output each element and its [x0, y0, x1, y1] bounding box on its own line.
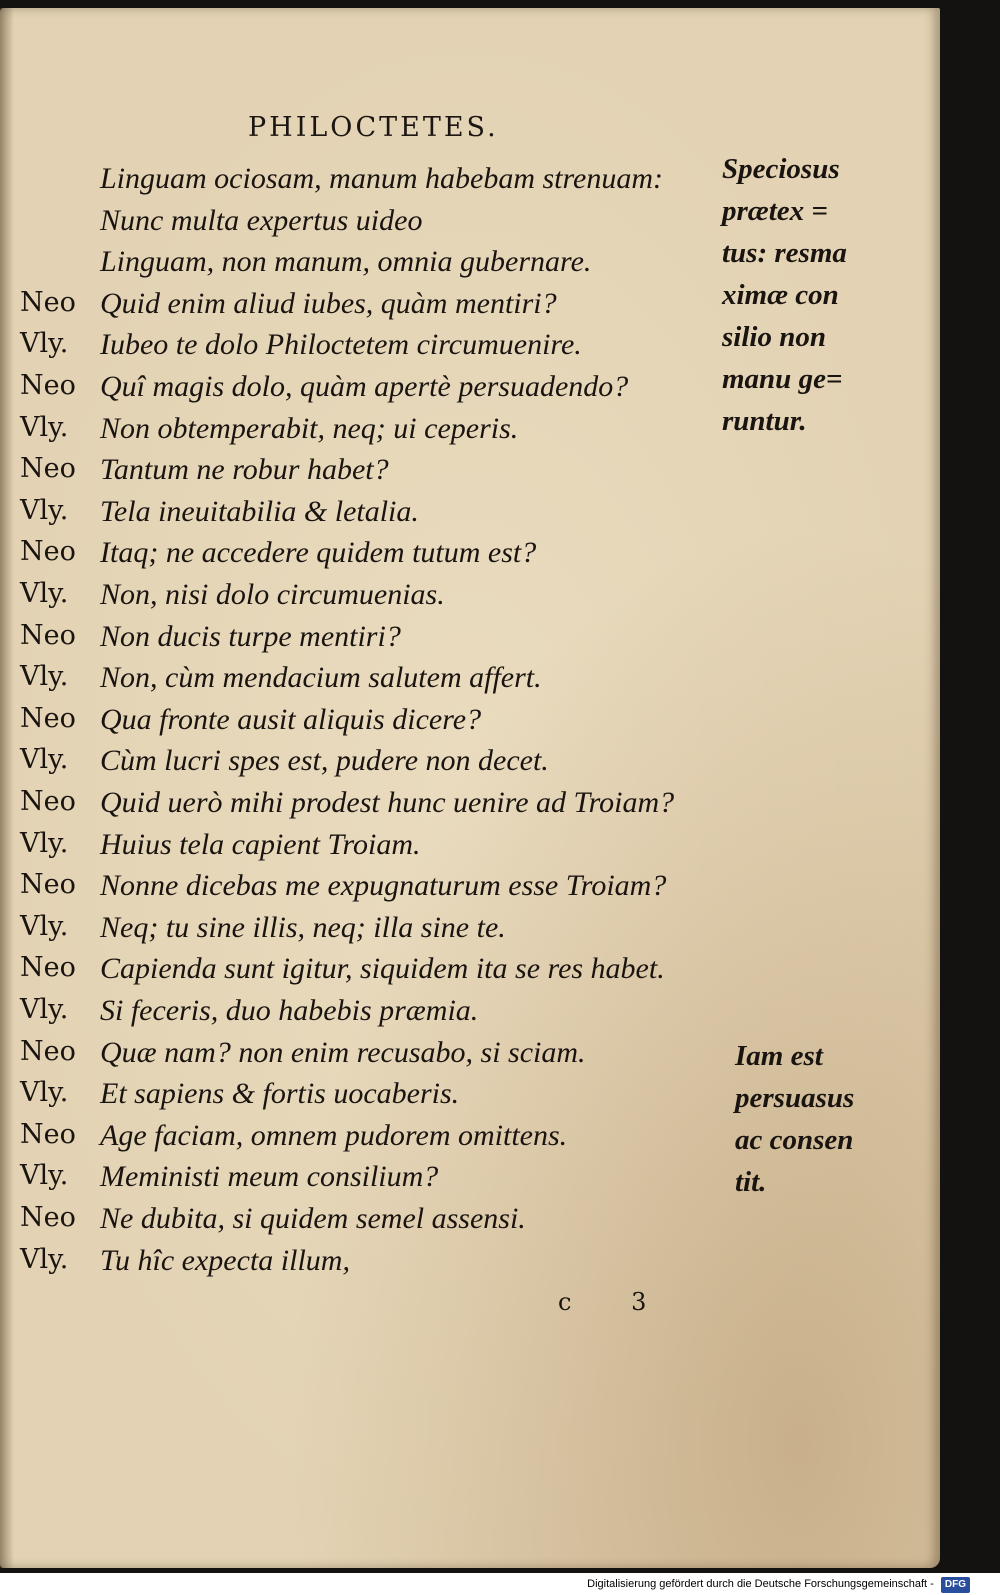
verse-text: Nunc multa expertus uideo: [100, 203, 423, 237]
speaker-label: Vly.: [20, 1077, 69, 1109]
signature-mark: c 3: [558, 1288, 673, 1316]
margin-note-line: manu ge=: [722, 363, 843, 395]
speaker-label: Neo: [20, 370, 76, 401]
footer-text: Digitalisierung gefördert durch die Deutsche Forschungsgemeinschaft -: [587, 1578, 934, 1590]
verse-text: Non, nisi dolo circumuenias.: [100, 578, 445, 611]
speaker-label: Neo: [20, 869, 76, 901]
margin-note-lower: [735, 1035, 854, 1203]
verse-text: Linguam, non manum, omnia gubernare.: [100, 245, 592, 279]
margin-note-line: Speciosus: [722, 153, 840, 185]
dialogue-line: [0, 994, 720, 1034]
dialogue-line: [0, 287, 720, 327]
verse-text: Quid uerò mihi prodest hunc uenire ad Troiam?: [100, 786, 675, 819]
speaker-label: Neo: [20, 1035, 76, 1067]
dialogue-line: [0, 620, 720, 660]
dialogue-line: [0, 578, 720, 618]
dialogue-line: [0, 412, 720, 452]
dialogue-line: [0, 1119, 720, 1159]
speaker-label: Neo: [20, 286, 76, 318]
margin-note-line: silio non: [722, 321, 826, 353]
dialogue-line: [0, 1077, 720, 1117]
speaker-label: Neo: [20, 952, 76, 984]
speaker-label: Vly.: [20, 411, 69, 443]
verse-text: Nonne dicebas me expugnaturum esse Troiam?: [100, 869, 667, 903]
verse-text: Huius tela capient Troiam.: [100, 827, 421, 861]
speaker-label: Neo: [20, 702, 76, 734]
verse-text: Non obtemperabit, neq; ui ceperis.: [100, 411, 519, 445]
dialogue-line: [0, 786, 720, 826]
margin-note-line: ac consen: [735, 1124, 854, 1156]
dialogue-line: [0, 744, 720, 784]
verse-text: Si feceris, duo habebis præmia.: [100, 994, 479, 1027]
margin-note-line: Iam est: [735, 1040, 823, 1072]
verse-text: Tu hîc expecta illum,: [100, 1243, 350, 1277]
dialogue-line: [0, 703, 720, 743]
speaker-label: Neo: [20, 536, 76, 568]
margin-note-line: persuasus: [735, 1082, 855, 1114]
speaker-label: Neo: [20, 1202, 76, 1233]
speaker-label: Vly.: [20, 827, 69, 859]
verse-text: Et sapiens & fortis uocaberis.: [100, 1077, 460, 1111]
margin-note-line: prætex =: [722, 195, 828, 227]
verse-text: Cùm lucri spes est, pudere non decet.: [100, 744, 549, 778]
verse-text: Ne dubita, si quidem semel assensi.: [100, 1202, 526, 1235]
verse-text: Neq; tu sine illis, neq; illa sine te.: [100, 910, 506, 944]
verse-text: Non ducis turpe mentiri?: [100, 619, 401, 653]
dialogue-line: [0, 453, 720, 493]
verse-text: Quî magis dolo, quàm apertè persuadendo?: [100, 370, 629, 403]
dialogue-line: [0, 1160, 720, 1200]
dialogue-line: [0, 536, 720, 576]
dialogue-line: [0, 1202, 720, 1242]
speaker-label: Vly.: [20, 578, 69, 609]
dialogue-line: [0, 661, 720, 701]
dialogue-line: [0, 328, 720, 368]
dfg-logo-icon: DFG: [941, 1577, 970, 1593]
speaker-label: Vly.: [20, 994, 69, 1025]
speaker-label: Vly.: [20, 494, 69, 526]
verse-text: Iubeo te dolo Philoctetem circumuenire.: [100, 328, 582, 362]
dialogue-line: [0, 204, 720, 244]
verse-text: Tantum ne robur habet?: [100, 453, 389, 487]
dialogue-line: [0, 370, 720, 410]
margin-note-line: ximæ con: [722, 279, 839, 311]
verse-text: Age faciam, omnem pudorem omittens.: [100, 1118, 568, 1152]
margin-note-line: tus: resma: [722, 237, 847, 269]
dialogue-line: [0, 162, 720, 202]
dialogue-line: [0, 911, 720, 951]
verse-text: Meministi meum consilium?: [100, 1160, 439, 1194]
verse-text: Itaq; ne accedere quidem tutum est?: [100, 536, 537, 570]
speaker-label: Vly.: [20, 328, 69, 360]
verse-text: Capienda sunt igitur, siquidem ita se res habet.: [100, 952, 665, 986]
speaker-label: Vly.: [20, 661, 69, 693]
running-head: PHILOCTETES.: [248, 112, 499, 143]
speaker-label: Vly.: [20, 910, 69, 942]
speaker-label: Vly.: [20, 1160, 69, 1192]
verse-text: Quid enim aliud iubes, quàm mentiri?: [100, 286, 557, 320]
verse-text: Linguam ociosam, manum habebam strenuam:: [100, 162, 664, 195]
speaker-label: Vly.: [20, 1243, 69, 1275]
speaker-label: Vly.: [20, 744, 69, 776]
dialogue-line: [0, 828, 720, 868]
digitization-footer: [0, 1573, 1000, 1595]
dialogue-line: [0, 245, 720, 285]
verse-text: Tela ineuitabilia & letalia.: [100, 494, 419, 528]
dialogue-line: [0, 1244, 720, 1284]
speaker-label: Neo: [20, 786, 76, 817]
margin-note-line: tit.: [735, 1166, 767, 1198]
speaker-label: Neo: [20, 619, 76, 651]
dialogue-line: [0, 952, 720, 992]
margin-note-upper: [722, 148, 847, 442]
dialogue-line: [0, 869, 720, 909]
margin-note-line: runtur.: [722, 405, 807, 437]
verse-text: Quæ nam? non enim recusabo, si sciam.: [100, 1035, 586, 1069]
dialogue-line: [0, 495, 720, 535]
speaker-label: Neo: [20, 453, 76, 485]
dialogue-line: [0, 1036, 720, 1076]
speaker-label: Neo: [20, 1118, 76, 1150]
verse-text: Qua fronte ausit aliquis dicere?: [100, 702, 482, 736]
verse-text: Non, cùm mendacium salutem affert.: [100, 661, 542, 695]
